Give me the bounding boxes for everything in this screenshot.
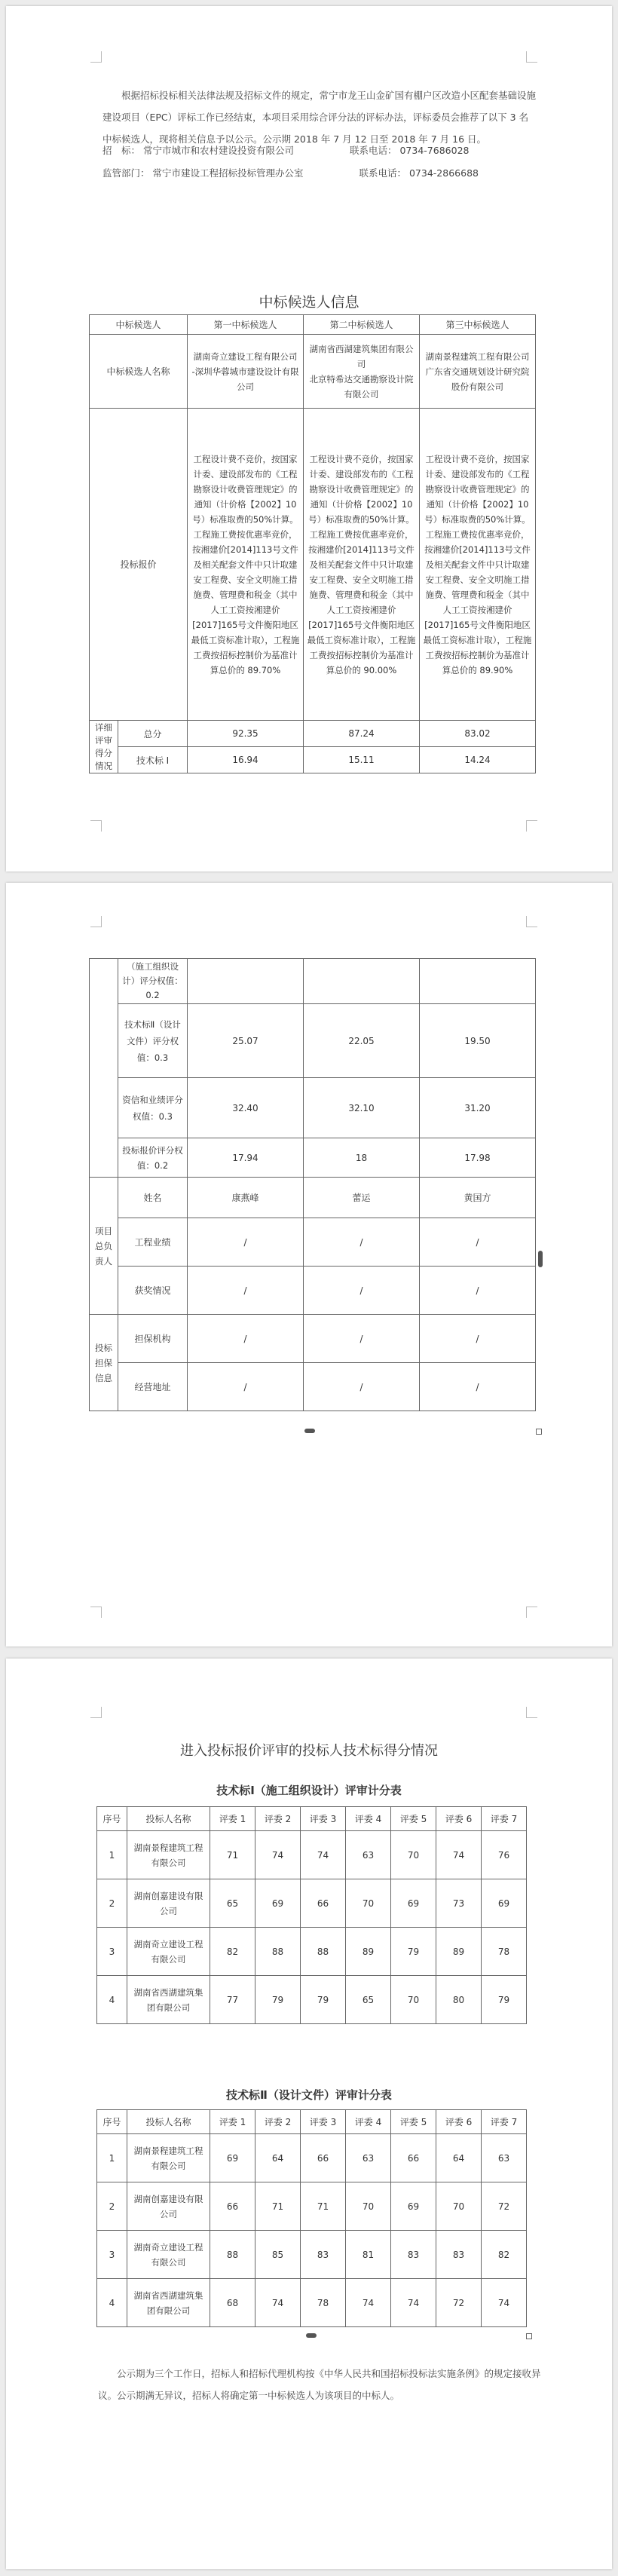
table-row (97, 1831, 527, 1879)
column-header: 评委 5 (391, 2110, 436, 2134)
bidder-name: 湖南创嘉建设有限公司 (127, 1879, 210, 1928)
bidder-name: 湖南景程建筑工程有限公司 (127, 2134, 210, 2182)
row-label: 技术标 I (118, 747, 188, 773)
tech1-score: 14.24 (420, 747, 536, 773)
price-score: 17.98 (420, 1138, 536, 1178)
row-label: 中标候选人名称 (90, 335, 188, 409)
judge-score: 63 (346, 1831, 391, 1879)
price-score: 18 (304, 1138, 420, 1178)
table-row (97, 1976, 527, 2024)
footer-paragraph (98, 2363, 543, 2406)
judge-score: 70 (391, 1831, 436, 1879)
judge-score: 66 (210, 2182, 255, 2231)
document-page-1 (6, 6, 612, 871)
row-index: 4 (97, 1976, 127, 2024)
guar-org-cell: / (420, 1315, 536, 1363)
candidates-table-title: 中标候选人信息 (259, 294, 359, 311)
pm-name: 康燕峰 (188, 1178, 304, 1218)
document-page-3 (6, 1659, 612, 2569)
guar-addr-cell: / (420, 1363, 536, 1411)
column-header: 投标人名称 (127, 2110, 210, 2134)
judge-score: 79 (301, 1976, 346, 2024)
pm-group-label: 项目总负责人 (90, 1178, 118, 1315)
candidates-table (89, 314, 536, 773)
award-cell: / (304, 1267, 420, 1315)
table-row (97, 2231, 527, 2279)
score-cell (420, 959, 536, 1004)
judge-score: 63 (346, 2134, 391, 2182)
table-resize-handle[interactable] (304, 1429, 315, 1433)
tech1-table-title: 技术标Ⅰ（施工组织设计）评审计分表 (216, 1784, 402, 1797)
judge-score: 66 (391, 2134, 436, 2182)
perf-cell: / (304, 1218, 420, 1267)
judge-score: 80 (436, 1976, 482, 2024)
judge-score: 88 (255, 1928, 301, 1976)
score-cell (188, 959, 304, 1004)
judge-score: 83 (436, 2231, 482, 2279)
candidate-name-3: 湖南景程建筑工程有限公司 广东省交通规划设计研究院股份有限公司 (420, 335, 536, 409)
bidder-phone: 0734-7686028 (399, 145, 470, 156)
margin-mark (526, 1707, 537, 1718)
tech2-score: 25.07 (188, 1004, 304, 1078)
tech2-table-title: 技术标Ⅱ（设计文件）评审计分表 (226, 2088, 392, 2102)
judge-score: 89 (346, 1928, 391, 1976)
judge-score: 79 (255, 1976, 301, 2024)
candidates-table-continued (89, 958, 536, 1411)
judge-score: 82 (482, 2231, 527, 2279)
row-label: 资信和业绩评分权值：0.3 (118, 1078, 188, 1138)
judge-score: 78 (301, 2279, 346, 2327)
tech1-score: 15.11 (304, 747, 420, 773)
column-header: 评委 2 (255, 2110, 301, 2134)
judge-score: 83 (301, 2231, 346, 2279)
guarantee-group-label: 投标担保信息 (90, 1315, 118, 1411)
supervisor-name: 常宁市建设工程招标投标管理办公室 (152, 167, 304, 179)
column-header: 序号 (97, 2110, 127, 2134)
row-label: 投标报价评分权值：0.2 (118, 1138, 188, 1178)
perf-cell: / (188, 1218, 304, 1267)
intro-paragraph (102, 84, 537, 150)
guar-addr-cell: / (188, 1363, 304, 1411)
score-cell (304, 959, 420, 1004)
column-header: 评委 6 (436, 1807, 482, 1831)
row-index: 3 (97, 2231, 127, 2279)
judge-score: 82 (210, 1928, 255, 1976)
judge-score: 69 (482, 1879, 527, 1928)
guar-addr-cell: / (304, 1363, 420, 1411)
judge-score: 74 (255, 2279, 301, 2327)
bidder-name: 湖南奇立建设工程有限公司 (127, 2231, 210, 2279)
judge-score: 76 (482, 1831, 527, 1879)
pm-name: 蕾运 (304, 1178, 420, 1218)
judge-score: 74 (346, 2279, 391, 2327)
judge-score: 71 (255, 2182, 301, 2231)
margin-mark (526, 820, 537, 832)
table-side-handle[interactable] (538, 1251, 543, 1267)
candidate-name-2: 湖南省西湖建筑集团有限公司 北京特希达交通勘察设计院有限公司 (304, 335, 420, 409)
row-label: 获奖情况 (118, 1267, 188, 1315)
column-header: 投标人名称 (127, 1807, 210, 1831)
judge-score: 70 (346, 2182, 391, 2231)
margin-mark (90, 51, 102, 63)
judge-score: 64 (436, 2134, 482, 2182)
judge-score: 72 (436, 2279, 482, 2327)
row-index: 3 (97, 1928, 127, 1976)
table-row (97, 2134, 527, 2182)
column-header: 评委 4 (346, 2110, 391, 2134)
judge-score: 69 (391, 2182, 436, 2231)
column-header: 评委 5 (391, 1807, 436, 1831)
total-score: 83.02 (420, 721, 536, 747)
award-cell: / (420, 1267, 536, 1315)
margin-mark (526, 1607, 537, 1618)
tech2-score: 19.50 (420, 1004, 536, 1078)
total-score: 87.24 (304, 721, 420, 747)
column-header: 评委 3 (301, 2110, 346, 2134)
credit-score: 31.20 (420, 1078, 536, 1138)
judge-score: 69 (210, 2134, 255, 2182)
judge-score: 70 (391, 1976, 436, 2024)
candidate-price-1: 工程设计费不竞价，按国家计委、建设部发布的《工程勘察设计收费管理规定》的通知（计价格【2002】10号）标准取费的50%计算。工程施工费按优惠率竞价，按湘建价[2014]113号文件及相关配套文件中只计取建安工程费、安全文明施工措施费、管理费和税金（其中人工工资按湘建价[2017]165号文件衡阳地区最低工资标准计取），工程施工费按招标控制价为基准计算总价的 89.70% (188, 409, 304, 721)
perf-cell: / (420, 1218, 536, 1267)
judge-score: 88 (210, 2231, 255, 2279)
bidder-contact (102, 143, 469, 157)
supervisor-label: 监管部门： (102, 167, 150, 179)
judge-score: 79 (482, 1976, 527, 2024)
judge-score: 72 (482, 2182, 527, 2231)
table-row (97, 2182, 527, 2231)
column-header: 评委 4 (346, 1807, 391, 1831)
credit-score: 32.40 (188, 1078, 304, 1138)
column-header: 评委 2 (255, 1807, 301, 1831)
judge-score: 77 (210, 1976, 255, 2024)
row-index: 1 (97, 2134, 127, 2182)
footer-text: 公示期为三个工作日，招标人和招标代理机构按《中华人民共和国招标投标法实施条例》的规定接收异议。公示期满无异议，招标人将确定第一中标候选人为该项目的中标人。 (98, 2368, 541, 2401)
margin-mark (90, 820, 102, 832)
judge-score: 63 (482, 2134, 527, 2182)
margin-mark (526, 51, 537, 63)
row-label: 担保机构 (118, 1315, 188, 1363)
judge-score: 70 (436, 2182, 482, 2231)
bidder-name: 湖南省西湖建筑集团有限公司 (127, 1976, 210, 2024)
judge-score: 79 (391, 1928, 436, 1976)
bidder-name: 常宁市城市和农村建设投资有限公司 (143, 145, 295, 156)
scores-heading: 进入投标报价评审的投标人技术标得分情况 (180, 1743, 438, 1759)
margin-mark (90, 916, 102, 927)
table-resize-handle[interactable] (306, 2333, 317, 2338)
credit-score: 32.10 (304, 1078, 420, 1138)
score-group-label: 详细评审得分情况 (90, 721, 118, 773)
judge-score: 78 (482, 1928, 527, 1976)
group-spacer (90, 959, 118, 1178)
margin-mark (90, 1607, 102, 1618)
table-row (97, 1928, 527, 1976)
judge-score: 65 (210, 1879, 255, 1928)
judge-score: 74 (255, 1831, 301, 1879)
judge-score: 74 (301, 1831, 346, 1879)
judge-score: 69 (391, 1879, 436, 1928)
row-label: 姓名 (118, 1178, 188, 1218)
judge-score: 73 (436, 1879, 482, 1928)
judge-score: 68 (210, 2279, 255, 2327)
judge-score: 74 (436, 1831, 482, 1879)
award-cell: / (188, 1267, 304, 1315)
judge-score: 70 (346, 1879, 391, 1928)
row-label: 技术标Ⅱ（设计文件）评分权值：0.3 (118, 1004, 188, 1078)
judge-score: 85 (255, 2231, 301, 2279)
price-score: 17.94 (188, 1138, 304, 1178)
column-header: 评委 1 (210, 2110, 255, 2134)
column-header: 评委 7 (482, 2110, 527, 2134)
row-label: 投标报价 (90, 409, 188, 721)
row-label: 总分 (118, 721, 188, 747)
judge-score: 81 (346, 2231, 391, 2279)
column-header: 评委 6 (436, 2110, 482, 2134)
judge-score: 83 (391, 2231, 436, 2279)
table-corner-handle[interactable] (526, 2333, 532, 2339)
row-index: 4 (97, 2279, 127, 2327)
bidder-name: 湖南景程建筑工程有限公司 (127, 1831, 210, 1879)
judge-score: 74 (482, 2279, 527, 2327)
guar-org-cell: / (304, 1315, 420, 1363)
judge-score: 71 (301, 2182, 346, 2231)
judge-score: 74 (391, 2279, 436, 2327)
judge-score: 69 (255, 1879, 301, 1928)
tech2-score-table (96, 2109, 527, 2327)
margin-mark (526, 916, 537, 927)
row-index: 2 (97, 1879, 127, 1928)
table-row (97, 1879, 527, 1928)
column-header: 序号 (97, 1807, 127, 1831)
judge-score: 71 (210, 1831, 255, 1879)
supervisor-contact (102, 166, 479, 179)
row-index: 2 (97, 2182, 127, 2231)
judge-score: 65 (346, 1976, 391, 2024)
row-label: 经营地址 (118, 1363, 188, 1411)
candidate-price-3: 工程设计费不竞价，按国家计委、建设部发布的《工程勘察设计收费管理规定》的通知（计价格【2002】10号）标准取费的50%计算。工程施工费按优惠率竞价，按湘建价[2014]113号文件及相关配套文件中只计取建安工程费、安全文明施工措施费、管理费和税金（其中人工工资按湘建价[2017]165号文件衡阳地区最低工资标准计取），工程施工费按招标控制价为基准计算总价的 89.90% (420, 409, 536, 721)
candidate-price-2: 工程设计费不竞价，按国家计委、建设部发布的《工程勘察设计收费管理规定》的通知（计价格【2002】10号）标准取费的50%计算。工程施工费按优惠率竞价，按湘建价[2014]113号文件及相关配套文件中只计取建安工程费、安全文明施工措施费、管理费和税金（其中人工工资按湘建价[2017]165号文件衡阳地区最低工资标准计取），工程施工费按招标控制价为基准计算总价的 90.00% (304, 409, 420, 721)
tech1-score-table (96, 1806, 527, 2024)
table-corner-handle[interactable] (536, 1429, 542, 1435)
judge-score: 66 (301, 2134, 346, 2182)
header-cell: 中标候选人 (90, 315, 188, 335)
supervisor-phone-label: 联系电话： (359, 167, 406, 179)
tech1-score: 16.94 (188, 747, 304, 773)
intro-text: 根据招标投标相关法律法规及招标文件的规定，常宁市龙王山金矿国有棚户区改造小区配套基础设施建设项目（EPC）评标工作已经结束，本项目采用综合评分法的评标办法，评标委员会推荐了以下 3 名中标候选人，现将相关信息予以公示。公示期 2018 年 7 月 12 日至 2018 年 7 月 16 日。 (102, 90, 537, 145)
document-page-2 (6, 883, 612, 1646)
total-score: 92.35 (188, 721, 304, 747)
judge-score: 66 (301, 1879, 346, 1928)
supervisor-phone: 0734-2866688 (408, 167, 479, 179)
judge-score: 89 (436, 1928, 482, 1976)
column-header: 评委 7 (482, 1807, 527, 1831)
bidder-label: 招 标： (102, 145, 141, 156)
bidder-name: 湖南奇立建设工程有限公司 (127, 1928, 210, 1976)
row-label: 工程业绩 (118, 1218, 188, 1267)
tech2-score: 22.05 (304, 1004, 420, 1078)
pm-name: 黄国方 (420, 1178, 536, 1218)
guar-org-cell: / (188, 1315, 304, 1363)
bidder-name: 湖南省西湖建筑集团有限公司 (127, 2279, 210, 2327)
row-label: （施工组织设计）评分权值：0.2 (118, 959, 188, 1004)
header-cell: 第三中标候选人 (420, 315, 536, 335)
candidate-name-1: 湖南奇立建设工程有限公司 -深圳华蓉城市建设设计有限公司 (188, 335, 304, 409)
column-header: 评委 3 (301, 1807, 346, 1831)
judge-score: 64 (255, 2134, 301, 2182)
bidder-name: 湖南创嘉建设有限公司 (127, 2182, 210, 2231)
margin-mark (90, 1707, 102, 1718)
judge-score: 88 (301, 1928, 346, 1976)
row-index: 1 (97, 1831, 127, 1879)
table-row (97, 2279, 527, 2327)
column-header: 评委 1 (210, 1807, 255, 1831)
header-cell: 第二中标候选人 (304, 315, 420, 335)
bidder-phone-label: 联系电话： (349, 145, 397, 156)
header-cell: 第一中标候选人 (188, 315, 304, 335)
